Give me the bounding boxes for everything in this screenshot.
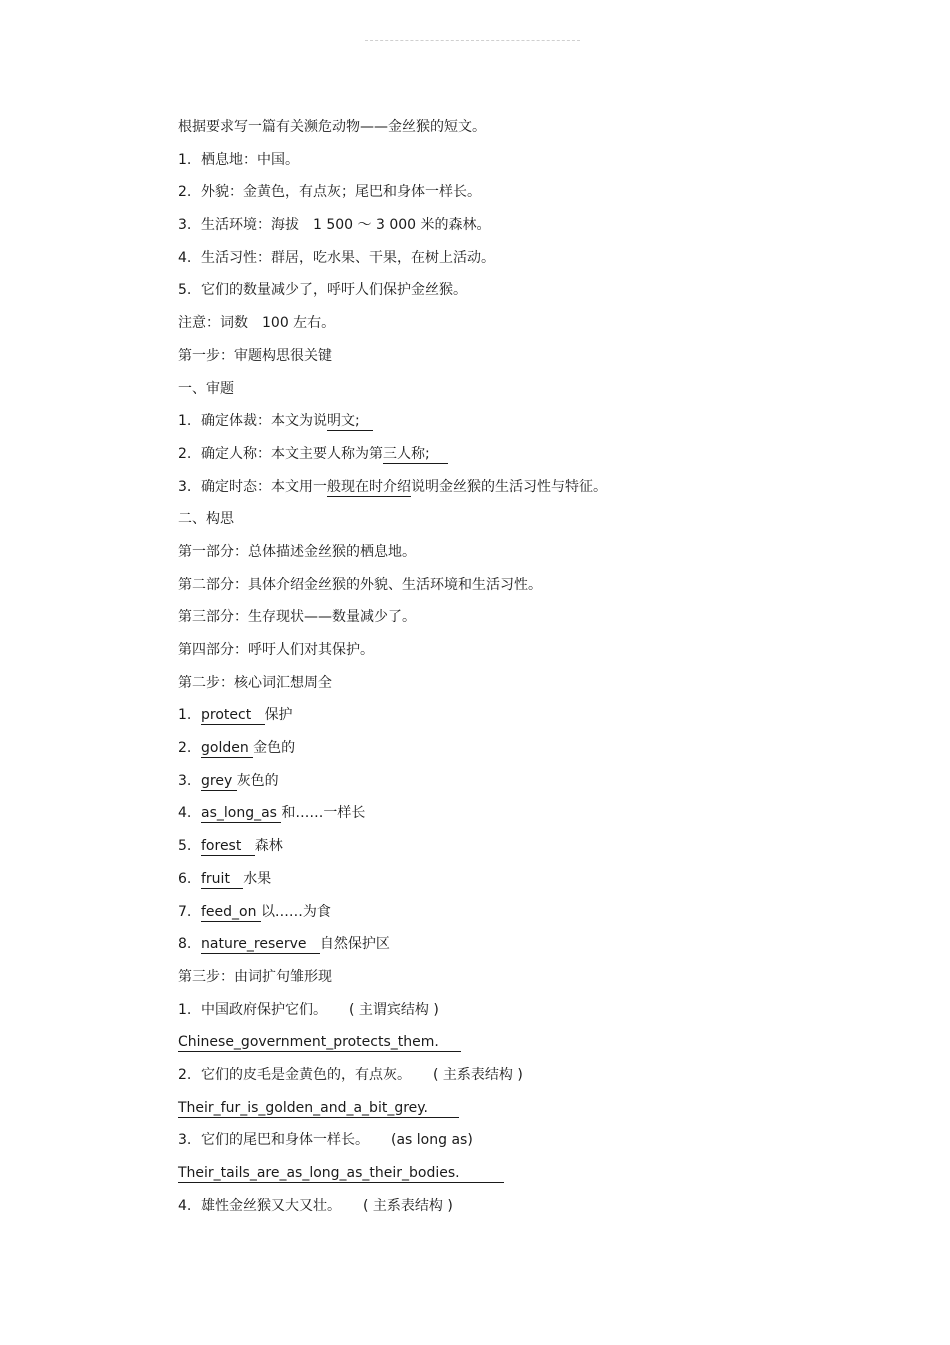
outline-part: 第二部分：具体介绍金丝猴的外貌、生活环境和生活习性。 (178, 576, 542, 593)
analysis-item: 2. 确定人称：本文主要人称为第三人称; (178, 444, 878, 477)
step1-subheading-outline: 二、构思 (178, 511, 234, 528)
sentence-answer: Their_tails_are_as_long_as_their_bodies. (178, 1163, 878, 1196)
structure-tag: (as long as) (391, 1132, 473, 1149)
vocab-answer: feed_on (201, 903, 257, 920)
document-content (178, 117, 878, 1228)
structure-tag: ( 主系表结构 ) (363, 1197, 453, 1214)
requirement-item: 2. 外貌：金黄色，有点灰；尾巴和身体一样长。 (178, 184, 481, 201)
sentence-prompt: 3. 它们的尾巴和身体一样长。 (as long as) (178, 1132, 473, 1149)
vocab-item: 1. protect 保护 (178, 707, 293, 724)
header-rule (365, 40, 580, 41)
step3-heading: 第三步：由词扩句雏形现 (178, 968, 332, 985)
vocab-answer: protect (201, 707, 252, 724)
structure-tag: ( 主系表结构 ) (433, 1066, 523, 1083)
sentence-prompt: 1. 中国政府保护它们。 ( 主谓宾结构 ) (178, 1001, 439, 1018)
vocab-answer: golden (201, 740, 249, 757)
sentence-prompt: 2. 它们的皮毛是金黄色的，有点灰。 ( 主系表结构 ) (178, 1066, 523, 1083)
step1-heading: 第一步：审题构思很关键 (178, 347, 332, 364)
answer-blank: 明文; (327, 413, 360, 430)
structure-tag: ( 主谓宾结构 ) (349, 1001, 439, 1018)
vocab-item: 2. golden 金色的 (178, 740, 296, 757)
outline-part: 第三部分：生存现状——数量减少了。 (178, 609, 416, 626)
step2-heading: 第二步：核心词汇想周全 (178, 674, 332, 691)
sentence-answer: Their_fur_is_golden_and_a_bit_grey. (178, 1098, 878, 1131)
vocab-item: 6. fruit 水果 (178, 870, 272, 887)
requirement-item: 4. 生活习性：群居，吃水果、干果，在树上活动。 (178, 249, 495, 266)
requirement-item: 1. 栖息地：中国。 (178, 151, 299, 168)
vocab-item: 4. as_long_as 和……一样长 (178, 805, 366, 822)
analysis-item: 3. 确定时态：本文用一般现在时介绍说明金丝猴的生活习性与特征。 (178, 478, 607, 495)
step1-subheading-analysis: 一、审题 (178, 380, 234, 397)
intro-text: 根据要求写一篇有关濒危动物——金丝猴的短文。 (178, 119, 486, 135)
vocab-answer: grey (201, 772, 233, 789)
vocab-item: 7. feed_on 以……为食 (178, 903, 331, 920)
answer-blank: 般现在时介绍 (327, 478, 411, 495)
vocab-answer: forest (201, 838, 242, 855)
vocab-item: 5. forest 森林 (178, 838, 283, 855)
vocab-answer: as_long_as (201, 805, 277, 822)
word-count-note: 注意：词数 100 左右。 (178, 315, 336, 332)
requirement-item: 5. 它们的数量减少了，呼吁人们保护金丝猴。 (178, 282, 467, 299)
vocab-item: 3. grey 灰色的 (178, 772, 279, 789)
outline-part: 第一部分：总体描述金丝猴的栖息地。 (178, 543, 416, 560)
requirement-item: 3. 生活环境：海拔 1 500 ～ 3 000 米的森林。 (178, 217, 491, 234)
vocab-answer: fruit (201, 870, 230, 887)
sentence-answer: Chinese_government_protects_them. (178, 1032, 878, 1065)
vocab-item: 8. nature_reserve 自然保护区 (178, 936, 390, 953)
analysis-item: 1. 确定体裁：本文为说明文; (178, 411, 878, 444)
outline-part: 第四部分：呼吁人们对其保护。 (178, 642, 374, 658)
vocab-answer: nature_reserve (201, 936, 307, 953)
sentence-prompt: 4. 雄性金丝猴又大又壮。 ( 主系表结构 ) (178, 1197, 453, 1214)
answer-blank: 三人称; (383, 445, 430, 462)
